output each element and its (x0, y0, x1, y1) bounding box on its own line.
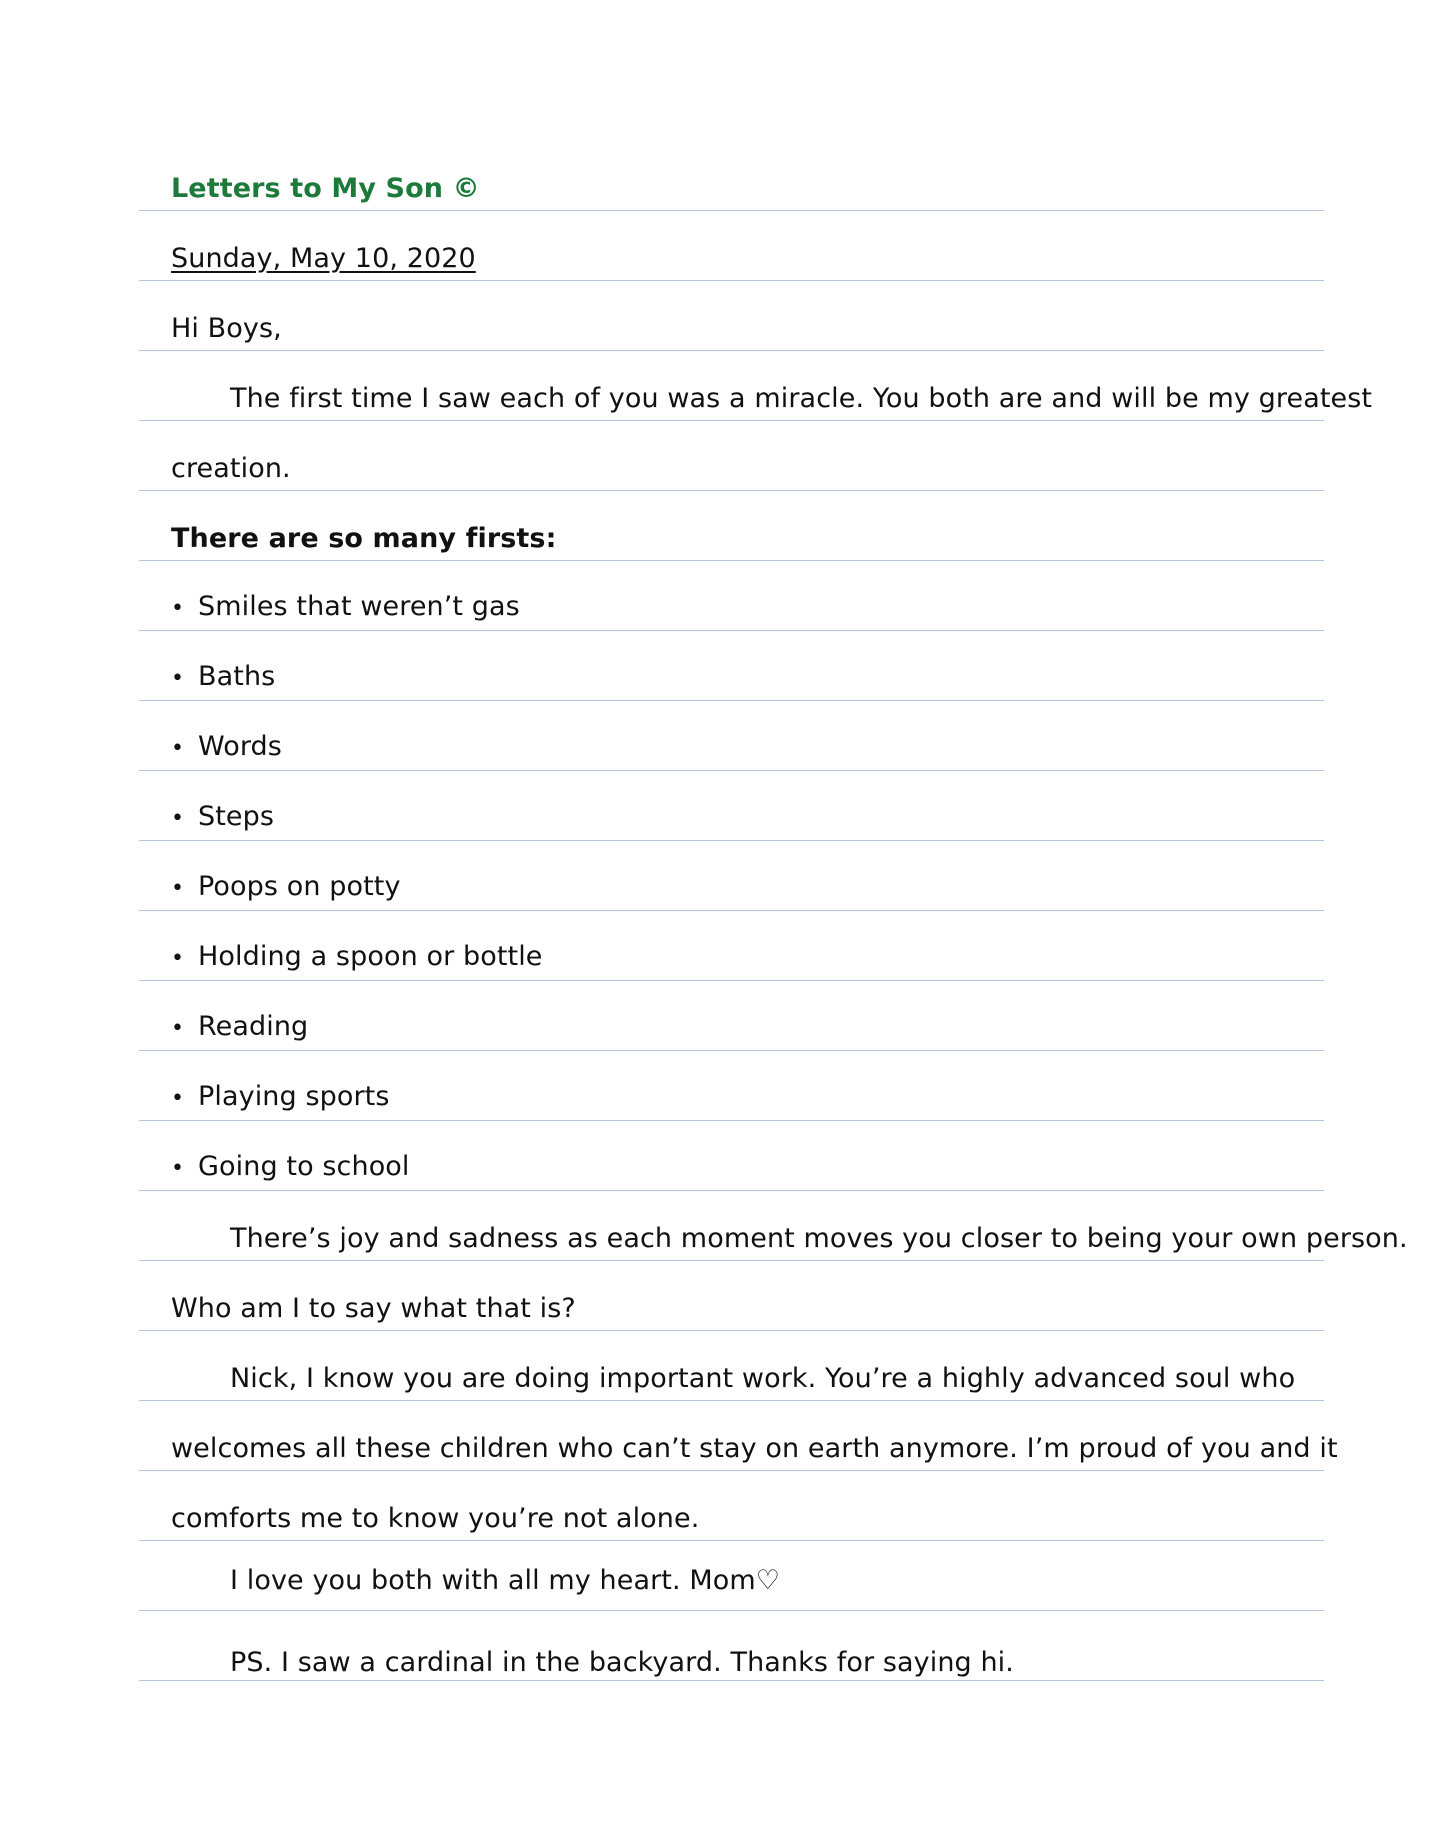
ruled-line (139, 281, 1324, 351)
ruled-line (139, 1401, 1338, 1471)
bullet-icon: • (171, 666, 185, 691)
bullet-icon: • (171, 946, 185, 971)
list-item (171, 1080, 390, 1116)
ruled-line (139, 771, 1324, 841)
ruled-line (139, 211, 1324, 281)
ruled-line (139, 701, 1324, 771)
bullet-icon: • (171, 876, 185, 901)
paragraph-3-line-1: Nick, I know you are doing important work. You’re a highly advanced soul who (230, 1363, 1296, 1394)
bullet-icon: • (171, 1156, 185, 1181)
list-item (171, 730, 282, 766)
postscript: PS. I saw a cardinal in the backyard. Thanks for saying hi. (230, 1647, 1014, 1678)
greeting: Hi Boys, (171, 313, 282, 344)
list-item-text: Holding a spoon or bottle (198, 941, 543, 972)
paragraph-1-line-1: The first time I saw each of you was a miracle. You both are and will be my greatest (230, 383, 1373, 414)
list-item (171, 800, 274, 836)
ruled-line (139, 1261, 1324, 1331)
list-item (171, 1150, 410, 1186)
ruled-line (139, 1331, 1324, 1401)
list-item-text: Steps (198, 801, 275, 832)
list-item-text: Going to school (198, 1151, 410, 1182)
ruled-line (139, 561, 1324, 631)
ruled-line (139, 841, 1324, 911)
list-item-text: Smiles that weren’t gas (198, 591, 520, 622)
bullet-icon: • (171, 1086, 185, 1111)
paragraph-2-line-2: Who am I to say what that is? (171, 1293, 576, 1324)
closing: I love you both with all my heart. Mom♡ (230, 1565, 781, 1596)
list-item (171, 590, 520, 626)
ruled-line (139, 1051, 1324, 1121)
ruled-line (139, 631, 1324, 701)
ruled-line (139, 351, 1373, 421)
list-item-text: Words (198, 731, 282, 762)
ruled-line (139, 911, 1324, 981)
bullet-icon: • (171, 1016, 185, 1041)
paragraph-3-line-2: welcomes all these children who can’t stay on earth anymore. I’m proud of you and it (171, 1433, 1338, 1464)
bullet-icon: • (171, 806, 185, 831)
paragraph-1-line-2: creation. (171, 453, 291, 484)
list-item-text: Poops on potty (198, 871, 401, 902)
paragraph-3-line-3: comforts me to know you’re not alone. (171, 1503, 700, 1534)
firsts-heading: There are so many firsts: (171, 523, 557, 554)
ruled-line (139, 141, 1324, 211)
list-item (171, 1010, 308, 1046)
ruled-line (139, 1121, 1324, 1191)
list-item-text: Baths (198, 661, 276, 692)
letter-date: Sunday, May 10, 2020 (171, 243, 476, 274)
ruled-line (139, 1541, 1324, 1611)
ruled-line (139, 421, 1324, 491)
bullet-icon: • (171, 736, 185, 761)
list-item-text: Reading (198, 1011, 309, 1042)
ruled-line (139, 1471, 1324, 1541)
letter-title: Letters to My Son © (171, 173, 480, 204)
paragraph-2-line-1: There’s joy and sadness as each moment moves you closer to being your own person. (230, 1223, 1408, 1254)
ruled-line (139, 981, 1324, 1051)
bullet-icon: • (171, 596, 185, 621)
list-item (171, 940, 543, 976)
ruled-line (139, 491, 1324, 561)
ruled-line (139, 1611, 1324, 1681)
list-item (171, 660, 275, 696)
ruled-line (139, 1191, 1408, 1261)
list-item-text: Playing sports (198, 1081, 390, 1112)
list-item (171, 870, 401, 906)
